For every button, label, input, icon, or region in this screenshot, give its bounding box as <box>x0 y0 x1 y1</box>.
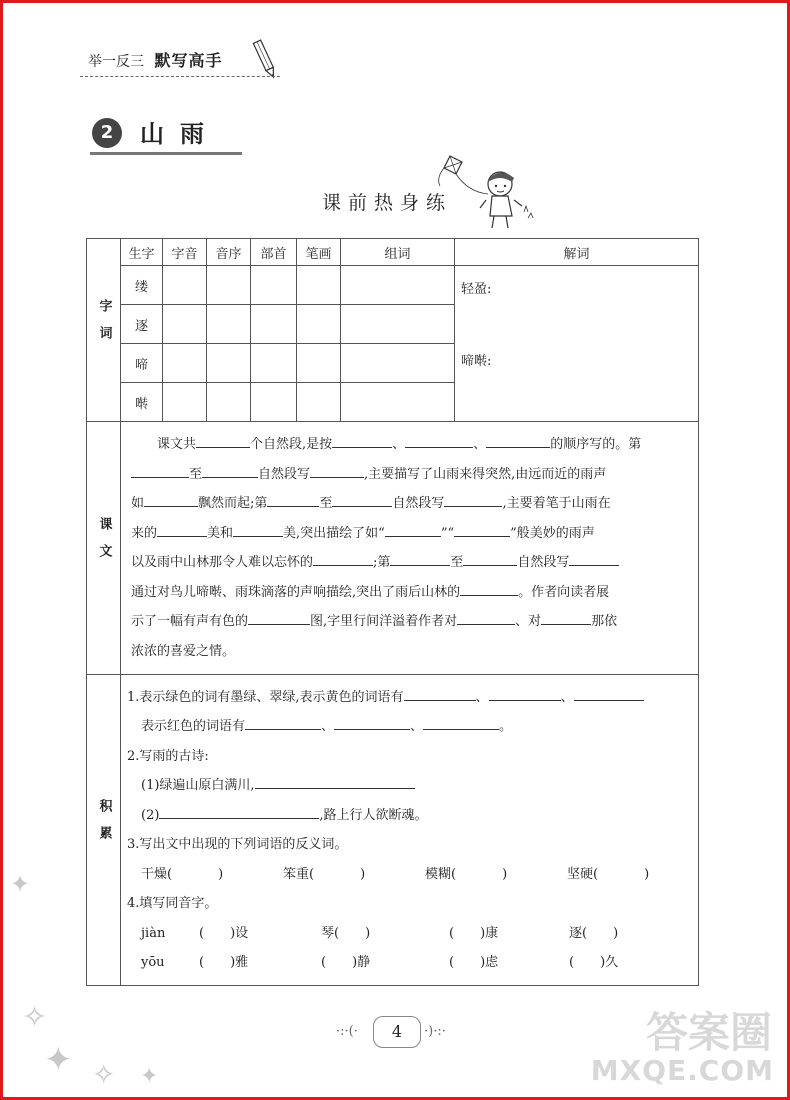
text: ( <box>321 955 327 970</box>
kid-with-kite-illustration <box>428 152 538 232</box>
fill-blank[interactable] <box>463 551 517 566</box>
blank-cell[interactable] <box>207 305 251 344</box>
exercise-table <box>86 238 699 986</box>
fill-blank[interactable] <box>390 551 450 566</box>
text: 来的 <box>131 525 158 541</box>
text: 、 <box>473 437 487 452</box>
blank-cell[interactable] <box>163 305 207 344</box>
passage-line <box>131 430 698 460</box>
text: ( <box>449 925 455 941</box>
blank-cell[interactable] <box>297 266 341 305</box>
jieci-item: 轻盈: <box>461 282 492 297</box>
passage-line <box>131 607 698 637</box>
text: 康 <box>485 925 499 941</box>
text: 逐( <box>569 925 588 941</box>
pinyin: jiàn <box>141 925 166 941</box>
col-header: 解词 <box>455 239 699 266</box>
text: 至 <box>450 555 464 570</box>
star-icon: ✦ <box>140 1064 159 1089</box>
col-header: 部首 <box>251 239 297 266</box>
text: 、对 <box>515 614 542 629</box>
fill-blank[interactable] <box>404 686 476 701</box>
text: ) <box>230 955 236 970</box>
fill-blank[interactable] <box>569 551 619 566</box>
blank-cell[interactable] <box>341 344 455 383</box>
char-cell: 缕 <box>121 266 163 305</box>
lesson-number-badge: 2 <box>92 118 122 148</box>
col-header: 组词 <box>341 239 455 266</box>
text: (1)绿遍山原白满川, <box>141 778 255 793</box>
passage-line <box>131 637 698 667</box>
text: 个自然段,是按 <box>250 437 333 452</box>
fill-blank[interactable] <box>457 610 515 625</box>
text: 1.表示绿色的词有墨绿、翠绿,表示黄色的词语有 <box>127 689 404 705</box>
blank-cell[interactable] <box>251 344 297 383</box>
char-cell: 啭 <box>121 383 163 422</box>
text: 表示红色的词语有 <box>141 719 246 734</box>
text: 课文共 <box>157 437 197 452</box>
text: ) <box>365 925 371 941</box>
blank-cell[interactable] <box>297 344 341 383</box>
footer-ornament-left: ·:·(· <box>336 1024 358 1039</box>
passage-line <box>131 578 698 608</box>
jieci-item: 啼啭: <box>461 354 492 369</box>
warmup-title: 课前热身练 <box>322 192 453 214</box>
text: 至 <box>189 466 203 482</box>
text: ) <box>352 955 358 970</box>
q3-words-line <box>127 860 698 890</box>
q4-line: 4.填写同音字。 <box>127 896 218 911</box>
fill-blank[interactable] <box>202 463 258 478</box>
char-cell: 啼 <box>121 344 163 383</box>
text: 自然段写 <box>258 466 311 482</box>
text: ;第 <box>373 555 391 570</box>
text: ,路上行人欲断魂。 <box>319 807 428 823</box>
blank-cell[interactable] <box>163 383 207 422</box>
fill-blank[interactable] <box>157 522 207 537</box>
text: ”般美妙的雨声 <box>510 525 595 541</box>
footer-ornament-right: ·)·:· <box>424 1024 446 1039</box>
text: ,主要描写了山雨来得突然,由远而近的雨声 <box>364 466 607 482</box>
watermark-logo: 答案圈 <box>645 1008 772 1057</box>
text: 雅 <box>235 955 249 970</box>
fill-blank[interactable] <box>313 551 373 566</box>
fill-blank[interactable] <box>460 581 518 596</box>
blank-cell[interactable] <box>207 383 251 422</box>
fill-blank[interactable] <box>385 522 441 537</box>
fill-blank[interactable] <box>405 433 473 448</box>
fill-blank[interactable] <box>233 522 283 537</box>
text: ) <box>600 955 606 970</box>
text: ) <box>644 866 650 882</box>
text: 浓浓的喜爱之情。 <box>131 643 236 659</box>
star-icon: ✧ <box>92 1058 116 1091</box>
text: 设 <box>235 925 249 941</box>
fill-blank[interactable] <box>334 715 410 730</box>
brand-name: 默写高手 <box>154 51 223 70</box>
pinyin: yōu <box>141 955 165 970</box>
text: ( <box>199 925 205 941</box>
page-header <box>88 48 222 71</box>
text: ) <box>230 925 236 941</box>
blank-cell[interactable] <box>207 344 251 383</box>
text: 干燥( <box>141 866 173 882</box>
text: 的顺序写的。第 <box>550 437 642 452</box>
fill-blank[interactable] <box>454 522 510 537</box>
text: 以及雨中山林那令人难以忘怀的 <box>131 555 314 570</box>
lesson-title: 山雨 <box>140 119 220 148</box>
section-label-ci: 字词 <box>87 239 121 422</box>
char-cell: 逐 <box>121 305 163 344</box>
text: 静 <box>357 955 371 970</box>
q2-2-line <box>127 801 698 831</box>
passage-line <box>131 519 698 549</box>
passage-cell[interactable] <box>121 422 699 675</box>
col-header: 字音 <box>163 239 207 266</box>
fill-blank[interactable] <box>255 774 415 789</box>
fill-blank[interactable] <box>310 463 364 478</box>
header-divider <box>80 76 280 77</box>
q4-row-jian <box>127 919 698 949</box>
text: 至 <box>319 496 333 511</box>
text: 图,字里行间洋溢着作者对 <box>310 614 458 629</box>
fill-blank[interactable] <box>332 492 392 507</box>
blank-cell[interactable] <box>341 305 455 344</box>
text: 笨重( <box>283 866 315 882</box>
star-icon: ✦ <box>10 870 31 898</box>
section-label-kewen: 课文 <box>87 422 121 675</box>
fill-blank[interactable] <box>196 433 250 448</box>
text: 如 <box>131 496 145 511</box>
fill-blank[interactable] <box>444 492 502 507</box>
star-icon: ✦ <box>44 1040 73 1080</box>
text: 美和 <box>207 525 234 541</box>
series-name: 举一反三 <box>88 54 144 70</box>
fill-blank[interactable] <box>486 433 550 448</box>
fill-blank[interactable] <box>541 610 591 625</box>
text: 那依 <box>591 614 618 629</box>
blank-cell[interactable] <box>341 266 455 305</box>
text: ( <box>569 955 575 970</box>
blank-cell[interactable] <box>251 305 297 344</box>
fill-blank[interactable] <box>423 715 499 730</box>
fill-blank[interactable] <box>574 686 644 701</box>
fill-blank[interactable] <box>248 610 310 625</box>
section-label-jilei: 积累 <box>87 675 121 986</box>
text: 通过对鸟儿啼啭、雨珠滴落的声响描绘,突出了雨后山林的 <box>131 584 461 600</box>
page-number: 4 <box>373 1016 421 1048</box>
text: (2) <box>141 807 160 823</box>
fill-blank[interactable] <box>131 463 189 478</box>
q2-line: 2.写雨的古诗: <box>127 748 209 764</box>
col-header: 音序 <box>207 239 251 266</box>
blank-cell[interactable] <box>251 383 297 422</box>
col-header: 笔画 <box>297 239 341 266</box>
text: 模糊( <box>425 866 457 882</box>
text: 示了一幅有声有色的 <box>131 614 249 629</box>
text: ) <box>613 925 619 941</box>
watermark-url: MXQE.COM <box>590 1054 774 1087</box>
passage-line <box>131 489 698 519</box>
fill-blank[interactable] <box>245 715 321 730</box>
text: ) <box>502 866 508 882</box>
title-underline <box>90 152 242 155</box>
text: 。作者向读者展 <box>518 584 610 600</box>
col-header: 生字 <box>121 239 163 266</box>
blank-cell[interactable] <box>251 266 297 305</box>
accumulation-cell[interactable] <box>121 675 699 986</box>
text: 琴( <box>321 925 340 941</box>
text: ”“ <box>440 525 455 541</box>
star-icon: ✧ <box>22 1000 48 1035</box>
passage-line <box>131 548 698 578</box>
text: 坚硬( <box>567 866 599 882</box>
fill-blank[interactable] <box>267 492 319 507</box>
text: 飘然而起;第 <box>198 496 268 511</box>
text: 虑 <box>485 955 499 970</box>
text: ( <box>449 955 455 970</box>
q1-line-b: 表示红色的词语有 、 、 。 <box>127 712 698 742</box>
fill-blank[interactable] <box>489 686 561 701</box>
text: ) <box>360 866 366 882</box>
blank-cell[interactable] <box>207 266 251 305</box>
text: 美,突出描绘了如“ <box>283 525 385 541</box>
text: 自然段写 <box>392 496 445 511</box>
jieci-cell[interactable] <box>455 266 699 422</box>
text: ) <box>480 925 486 941</box>
fill-blank[interactable] <box>144 492 198 507</box>
q3-line: 3.写出文中出现的下列词语的反义词。 <box>127 837 348 852</box>
fill-blank[interactable] <box>332 433 392 448</box>
text: ,主要着笔于山雨在 <box>502 496 611 511</box>
blank-cell[interactable] <box>297 305 341 344</box>
q1-line-a: 1.表示绿色的词有墨绿、翠绿,表示黄色的词语有 、 、 <box>127 683 698 713</box>
text: ( <box>199 955 205 970</box>
q4-row-you <box>127 948 698 978</box>
blank-cell[interactable] <box>341 383 455 422</box>
blank-cell[interactable] <box>297 383 341 422</box>
fill-blank[interactable] <box>159 804 319 819</box>
text: 、 <box>392 437 406 452</box>
blank-cell[interactable] <box>163 266 207 305</box>
text: ) <box>218 866 224 882</box>
q2-1-line <box>127 771 698 801</box>
text: 自然段写 <box>517 555 570 570</box>
text: 久 <box>605 955 619 970</box>
passage-line <box>131 460 698 490</box>
text: ) <box>480 955 486 970</box>
blank-cell[interactable] <box>163 344 207 383</box>
